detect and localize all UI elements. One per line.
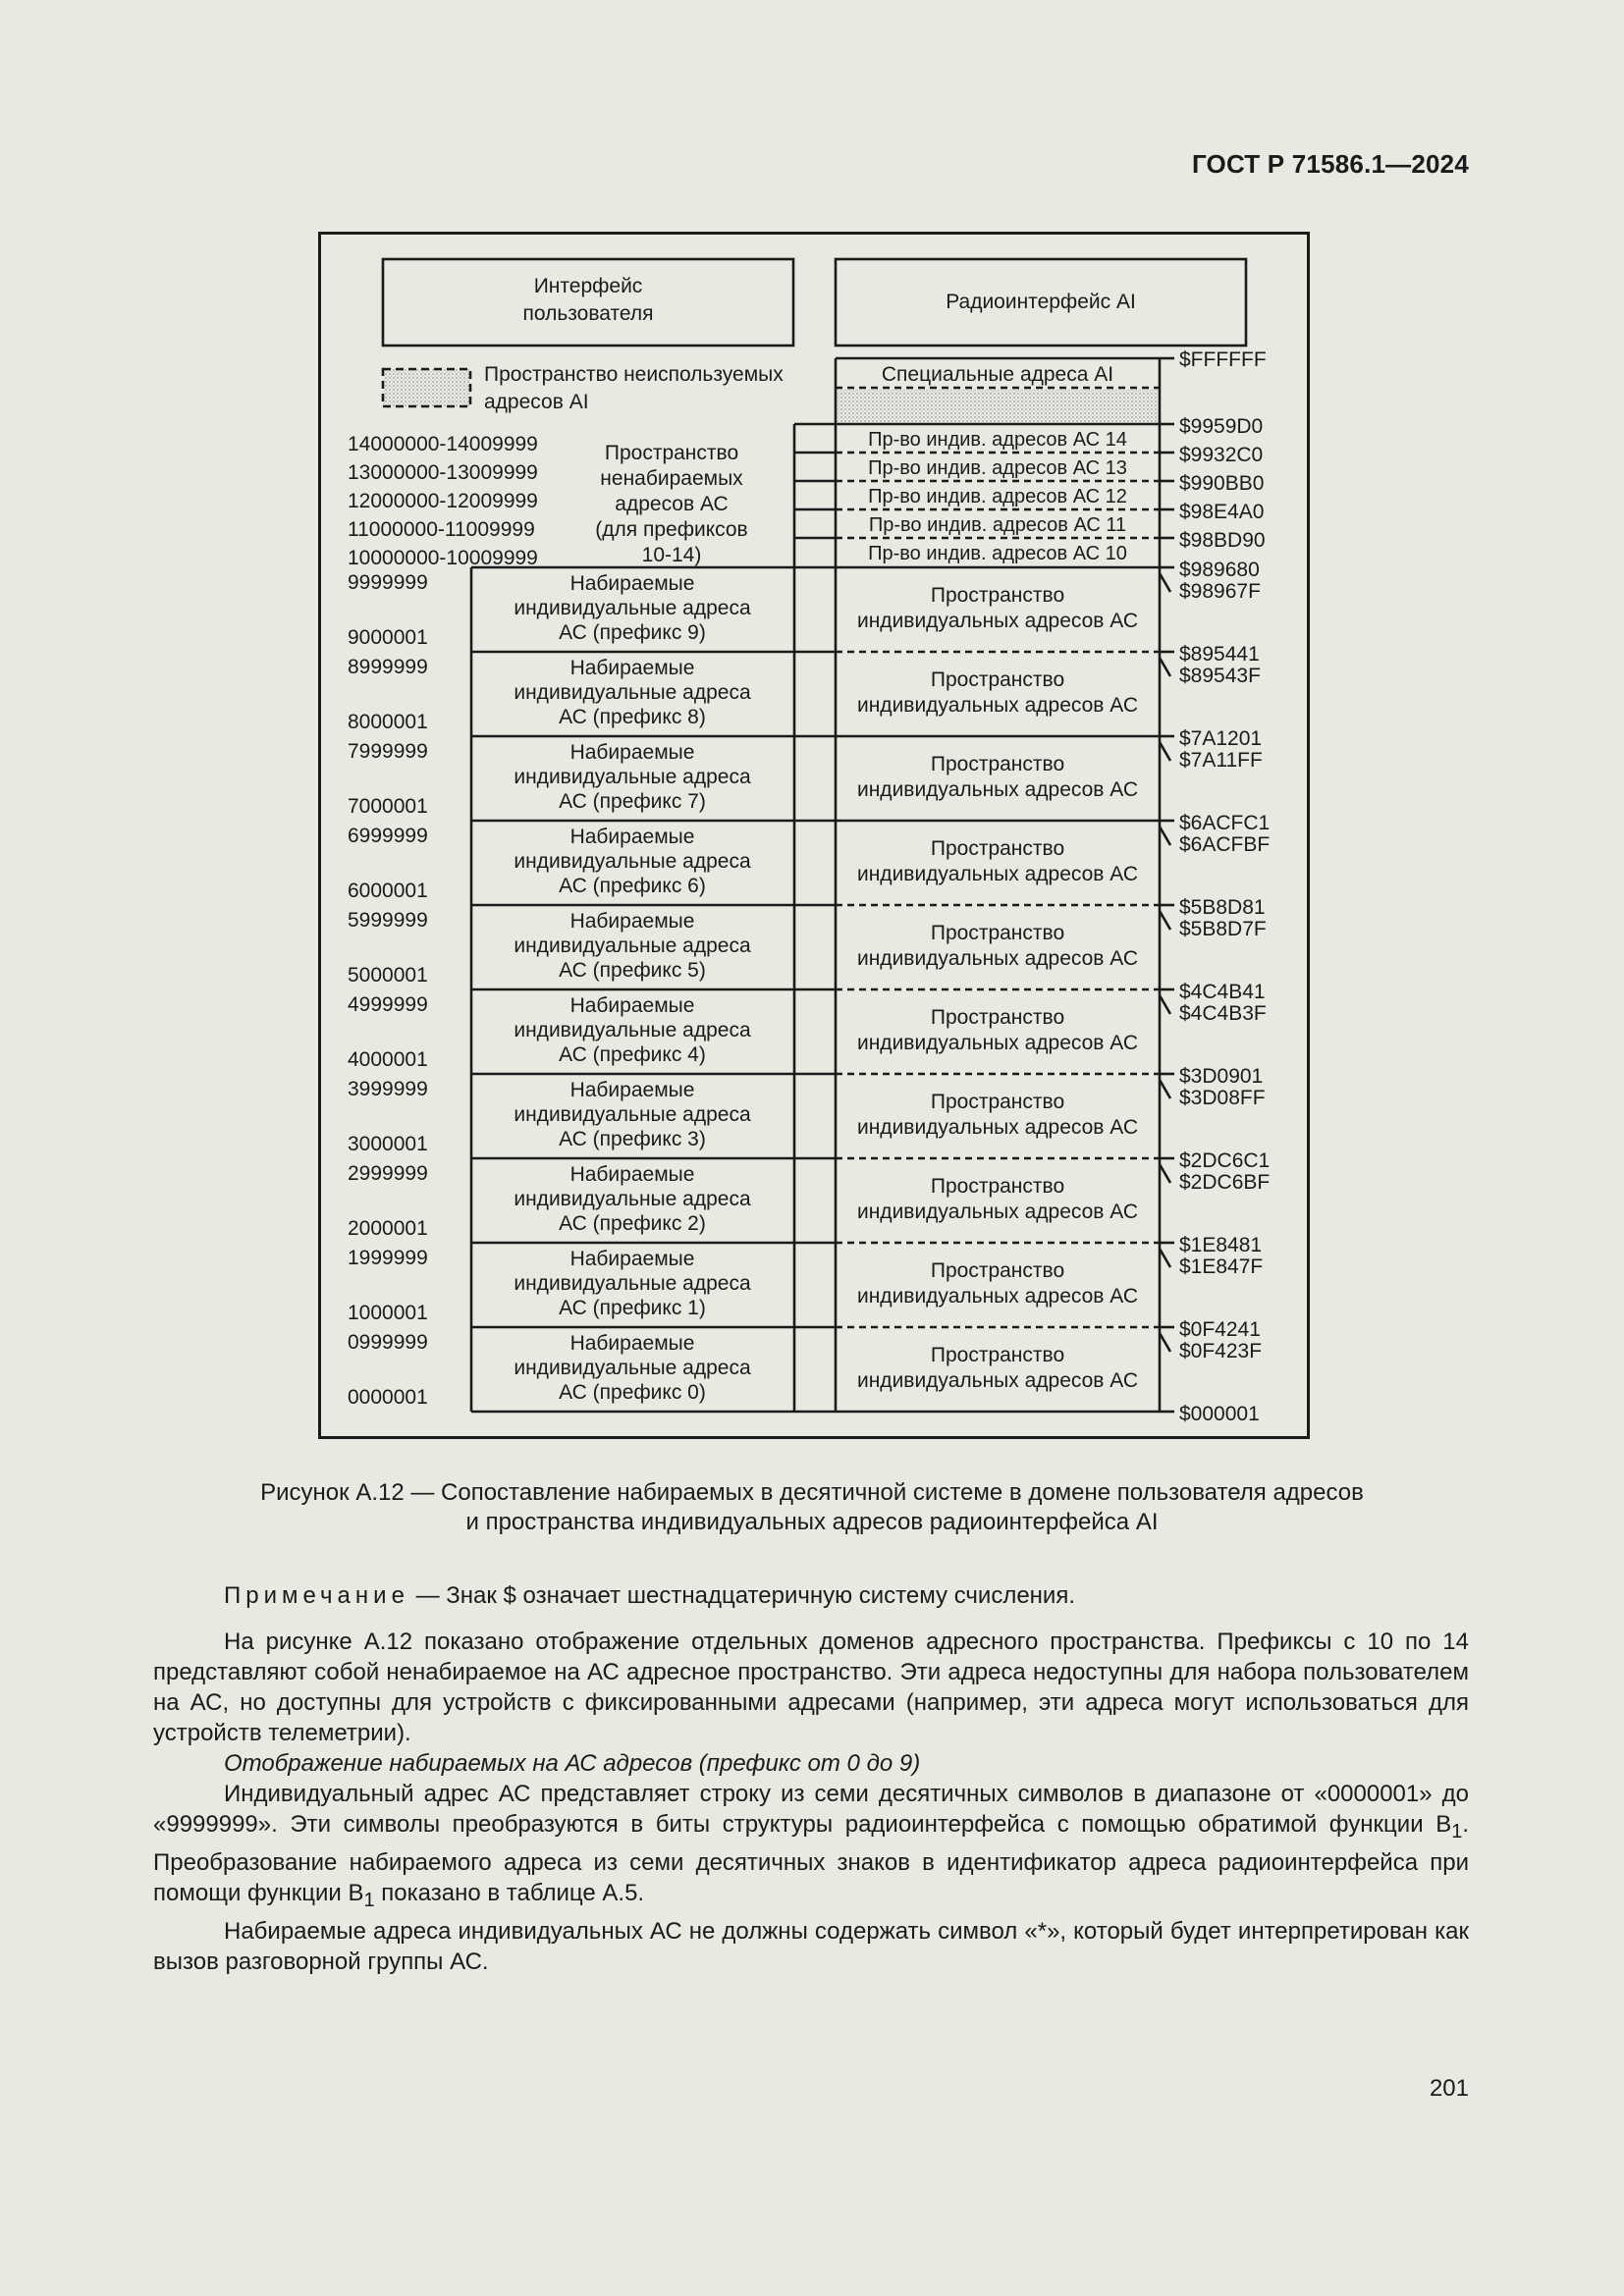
decimal-high-5: 4999999 bbox=[348, 993, 428, 1016]
nondialable-range-1: 13000000-13009999 bbox=[348, 461, 538, 484]
nondialable-label-line-0: Пространство bbox=[604, 442, 739, 464]
hex-label-ffffff: $FFFFFF bbox=[1179, 348, 1267, 371]
dialable-label-1-line-2: АС (префикс 8) bbox=[559, 706, 706, 728]
radio-interface-label: Радиоинтерфейс AI bbox=[946, 291, 1136, 313]
dialable-label-7-line-2: АС (префикс 2) bbox=[559, 1212, 706, 1235]
dialable-label-7-line-1: индивидуальные адреса bbox=[514, 1188, 751, 1210]
dialable-label-3-line-0: Набираемые bbox=[569, 826, 695, 848]
hex-high-5: $4C4B3F bbox=[1179, 1002, 1267, 1025]
nondialable-individual-label-1: Пр-во индив. адресов АС 13 bbox=[868, 457, 1127, 479]
radio-space-label-0-line-1: индивидуальных адресов АС bbox=[856, 610, 1139, 632]
dialable-label-8-line-2: АС (префикс 1) bbox=[559, 1297, 706, 1319]
radio-space-label-0-line-0: Пространство bbox=[930, 584, 1065, 607]
nondialable-label-line-3: (для префиксов bbox=[595, 518, 748, 541]
hex-high-2: $7A11FF bbox=[1179, 749, 1263, 772]
decimal-high-1: 8999999 bbox=[348, 656, 428, 678]
legend-unused-label-line-2: адресов AI bbox=[484, 391, 589, 413]
figure-caption bbox=[157, 1478, 1467, 1537]
radio-space-label-6-line-1: индивидуальных адресов АС bbox=[856, 1116, 1139, 1139]
dialable-label-5-line-2: АС (префикс 4) bbox=[559, 1043, 706, 1066]
hex-label-top-5: $989680 bbox=[1179, 559, 1260, 581]
decimal-low-2: 7000001 bbox=[348, 795, 428, 818]
hex-bracket-0 bbox=[1160, 573, 1170, 592]
dialable-label-6-line-2: АС (префикс 3) bbox=[559, 1128, 706, 1150]
hex-bracket-2 bbox=[1160, 742, 1170, 761]
nondialable-range-4: 10000000-10009999 bbox=[348, 547, 538, 569]
hex-bracket-4 bbox=[1160, 911, 1170, 930]
hex-bracket-6 bbox=[1160, 1080, 1170, 1098]
radio-space-label-7-line-1: индивидуальных адресов АС bbox=[856, 1201, 1139, 1223]
paragraph-4: Набираемые адреса индивидуальных АС не должны содержать символ «*», который будет интерпретирован как вызов разговорной группы АС. bbox=[153, 1917, 1469, 1975]
hex-low-2: $6ACFC1 bbox=[1179, 812, 1271, 834]
radio-space-label-4-line-1: индивидуальных адресов АС bbox=[856, 947, 1139, 970]
decimal-high-7: 2999999 bbox=[348, 1162, 428, 1185]
subscript-2: 1 bbox=[363, 1889, 375, 1911]
page-number: 201 bbox=[1429, 2075, 1469, 2102]
paragraph-3-part-c: показано в таблице А.5. bbox=[374, 1879, 645, 1906]
dialable-label-1-line-1: индивидуальные адреса bbox=[514, 681, 751, 704]
hex-low-1: $7A1201 bbox=[1179, 727, 1263, 750]
radio-space-label-4-line-0: Пространство bbox=[930, 922, 1065, 944]
radio-space-label-8-line-0: Пространство bbox=[930, 1259, 1065, 1282]
body-text bbox=[153, 1627, 1469, 1977]
hex-bracket-9 bbox=[1160, 1333, 1170, 1352]
dialable-label-5-line-0: Набираемые bbox=[569, 994, 695, 1017]
dialable-label-9-line-2: АС (префикс 0) bbox=[559, 1381, 706, 1404]
dialable-label-5-line-1: индивидуальные адреса bbox=[514, 1019, 751, 1041]
hex-low-4: $4C4B41 bbox=[1179, 981, 1266, 1003]
dialable-label-1-line-0: Набираемые bbox=[569, 657, 695, 679]
nondialable-label-line-2: адресов АС bbox=[615, 493, 729, 515]
figure-diagram bbox=[318, 232, 1310, 1439]
decimal-high-6: 3999999 bbox=[348, 1078, 428, 1100]
dialable-label-4-line-2: АС (префикс 5) bbox=[559, 959, 706, 982]
dialable-label-7-line-0: Набираемые bbox=[569, 1163, 695, 1186]
dialable-label-3-line-2: АС (префикс 6) bbox=[559, 875, 706, 897]
radio-space-label-2-line-0: Пространство bbox=[930, 753, 1065, 775]
hex-bracket-8 bbox=[1160, 1249, 1170, 1267]
dialable-label-9-line-1: индивидуальные адреса bbox=[514, 1357, 751, 1379]
hex-high-9: $0F423F bbox=[1179, 1340, 1263, 1362]
radio-space-label-2-line-1: индивидуальных адресов АС bbox=[856, 778, 1139, 801]
hex-low-5: $3D0901 bbox=[1179, 1065, 1264, 1088]
hex-label-top-2: $990BB0 bbox=[1179, 472, 1265, 495]
decimal-low-9: 0000001 bbox=[348, 1386, 428, 1409]
dialable-label-0-line-0: Набираемые bbox=[569, 572, 695, 595]
radio-space-label-9-line-1: индивидуальных адресов АС bbox=[856, 1369, 1139, 1392]
dialable-label-8-line-1: индивидуальные адреса bbox=[514, 1272, 751, 1295]
decimal-low-8: 1000001 bbox=[348, 1302, 428, 1324]
legend-unused-swatch bbox=[383, 369, 470, 406]
radio-space-label-9-line-0: Пространство bbox=[930, 1344, 1065, 1366]
nondialable-range-2: 12000000-12009999 bbox=[348, 490, 538, 512]
hex-high-4: $5B8D7F bbox=[1179, 918, 1267, 940]
hex-low-3: $5B8D81 bbox=[1179, 896, 1266, 919]
hex-bracket-1 bbox=[1160, 658, 1170, 676]
note-text: — Знак $ означает шестнадцатеричную систему счисления. bbox=[408, 1582, 1076, 1609]
radio-space-label-8-line-1: индивидуальных адресов АС bbox=[856, 1285, 1139, 1308]
radio-space-label-1-line-0: Пространство bbox=[930, 668, 1065, 691]
radio-space-label-5-line-1: индивидуальных адресов АС bbox=[856, 1032, 1139, 1054]
hex-bracket-7 bbox=[1160, 1164, 1170, 1183]
decimal-low-3: 6000001 bbox=[348, 880, 428, 902]
hex-label-top-3: $98E4A0 bbox=[1179, 501, 1265, 523]
decimal-low-7: 2000001 bbox=[348, 1217, 428, 1240]
hex-low-7: $1E8481 bbox=[1179, 1234, 1263, 1256]
decimal-high-8: 1999999 bbox=[348, 1247, 428, 1269]
legend-unused-label-line-1: Пространство неиспользуемых bbox=[484, 363, 784, 386]
note bbox=[224, 1582, 1075, 1610]
paragraph-3-part-a: Индивидуальный адрес АС представляет строку из семи десятичных символов в диапазоне от «0000001» до «9999999». Эти символы преобразуются в биты структуры радиоинтерфейса с помощью обратимой функции B bbox=[153, 1781, 1469, 1838]
dialable-label-8-line-0: Набираемые bbox=[569, 1248, 695, 1270]
paragraph-1: На рисунке А.12 показано отображение отдельных доменов адресного пространства. Префиксы с 10 по 14 представляют собой ненабираемое на АС адресное пространство. Эти адреса недоступны для набора пользователем на АС, но доступны для устройств с фиксированными адресами (например, эти адреса могут использоваться для устройств телеметрии). bbox=[153, 1629, 1469, 1746]
address-mapping-figure bbox=[318, 232, 1310, 1439]
dialable-label-0-line-2: АС (префикс 9) bbox=[559, 621, 706, 644]
decimal-high-0: 9999999 bbox=[348, 571, 428, 594]
hex-high-1: $89543F bbox=[1179, 665, 1261, 687]
nondialable-individual-label-4: Пр-во индив. адресов АС 10 bbox=[868, 543, 1127, 564]
user-interface-label-line-2: пользователя bbox=[522, 302, 654, 325]
hex-low-8: $0F4241 bbox=[1179, 1318, 1261, 1341]
nondialable-individual-label-2: Пр-во индив. адресов АС 12 bbox=[868, 486, 1127, 507]
hex-high-7: $2DC6BF bbox=[1179, 1171, 1271, 1194]
dialable-label-9-line-0: Набираемые bbox=[569, 1332, 695, 1355]
hex-label-top-1: $9932C0 bbox=[1179, 444, 1264, 466]
dialable-label-2-line-1: индивидуальные адреса bbox=[514, 766, 751, 788]
paragraph-3 bbox=[153, 1779, 1469, 1916]
decimal-low-0: 9000001 bbox=[348, 626, 428, 649]
note-label: Примечание bbox=[224, 1582, 409, 1609]
radio-space-label-3-line-1: индивидуальных адресов АС bbox=[856, 863, 1139, 885]
radio-space-label-7-line-0: Пространство bbox=[930, 1175, 1065, 1198]
user-interface-label-line-1: Интерфейс bbox=[533, 275, 643, 297]
decimal-low-4: 5000001 bbox=[348, 964, 428, 987]
decimal-high-4: 5999999 bbox=[348, 909, 428, 932]
dialable-label-0-line-1: индивидуальные адреса bbox=[514, 597, 751, 619]
hex-label-top-0: $9959D0 bbox=[1179, 415, 1264, 438]
hex-high-3: $6ACFBF bbox=[1179, 833, 1271, 856]
radio-space-label-5-line-0: Пространство bbox=[930, 1006, 1065, 1029]
subscript-1: 1 bbox=[1451, 1820, 1463, 1842]
dialable-label-4-line-1: индивидуальные адреса bbox=[514, 934, 751, 957]
caption-line-2: и пространства индивидуальных адресов радиоинтерфейса AI bbox=[465, 1509, 1159, 1535]
hex-low-6: $2DC6C1 bbox=[1179, 1149, 1271, 1172]
hex-bracket-3 bbox=[1160, 827, 1170, 845]
radio-space-label-6-line-0: Пространство bbox=[930, 1091, 1065, 1113]
decimal-low-6: 3000001 bbox=[348, 1133, 428, 1155]
dialable-label-6-line-0: Набираемые bbox=[569, 1079, 695, 1101]
radio-space-label-3-line-0: Пространство bbox=[930, 837, 1065, 860]
decimal-low-1: 8000001 bbox=[348, 711, 428, 733]
nondialable-individual-label-0: Пр-во индив. адресов АС 14 bbox=[868, 429, 1127, 451]
hex-bracket-5 bbox=[1160, 995, 1170, 1014]
hex-low-0: $895441 bbox=[1179, 643, 1260, 666]
radio-space-label-1-line-1: индивидуальных адресов АС bbox=[856, 694, 1139, 717]
dialable-label-4-line-0: Набираемые bbox=[569, 910, 695, 933]
hex-high-0: $98967F bbox=[1179, 580, 1261, 603]
dialable-label-6-line-1: индивидуальные адреса bbox=[514, 1103, 751, 1126]
paragraph-2-heading: Отображение набираемых на АС адресов (префикс от 0 до 9) bbox=[224, 1750, 921, 1777]
caption-line-1: Рисунок А.12 — Сопоставление набираемых в десятичной системе в домене пользователя адресов bbox=[260, 1479, 1364, 1506]
dialable-label-2-line-0: Набираемые bbox=[569, 741, 695, 764]
nondialable-label-line-1: ненабираемых bbox=[600, 467, 743, 490]
hex-low-9: $000001 bbox=[1179, 1403, 1260, 1425]
hex-high-8: $1E847F bbox=[1179, 1255, 1264, 1278]
decimal-low-5: 4000001 bbox=[348, 1048, 428, 1071]
dialable-label-3-line-1: индивидуальные адреса bbox=[514, 850, 751, 873]
paragraph-3-part-b: . Преобразование набираемого адреса из семи десятичных знаков в идентификатор адреса радиоинтерфейса при помощи функции B bbox=[153, 1811, 1469, 1906]
special-addresses-label: Специальные адреса AI bbox=[881, 363, 1114, 386]
hex-label-top-4: $98BD90 bbox=[1179, 529, 1266, 552]
dialable-label-2-line-2: АС (префикс 7) bbox=[559, 790, 706, 813]
unused-space-fill bbox=[838, 390, 1158, 422]
decimal-high-9: 0999999 bbox=[348, 1331, 428, 1354]
decimal-high-2: 7999999 bbox=[348, 740, 428, 763]
hex-high-6: $3D08FF bbox=[1179, 1087, 1266, 1109]
document-header: ГОСТ Р 71586.1—2024 bbox=[1191, 149, 1469, 179]
decimal-high-3: 6999999 bbox=[348, 825, 428, 847]
nondialable-range-0: 14000000-14009999 bbox=[348, 433, 538, 455]
nondialable-range-3: 11000000-11009999 bbox=[348, 518, 535, 541]
nondialable-label-line-4: 10-14) bbox=[641, 544, 702, 566]
nondialable-individual-label-3: Пр-во индив. адресов АС 11 bbox=[868, 514, 1127, 536]
